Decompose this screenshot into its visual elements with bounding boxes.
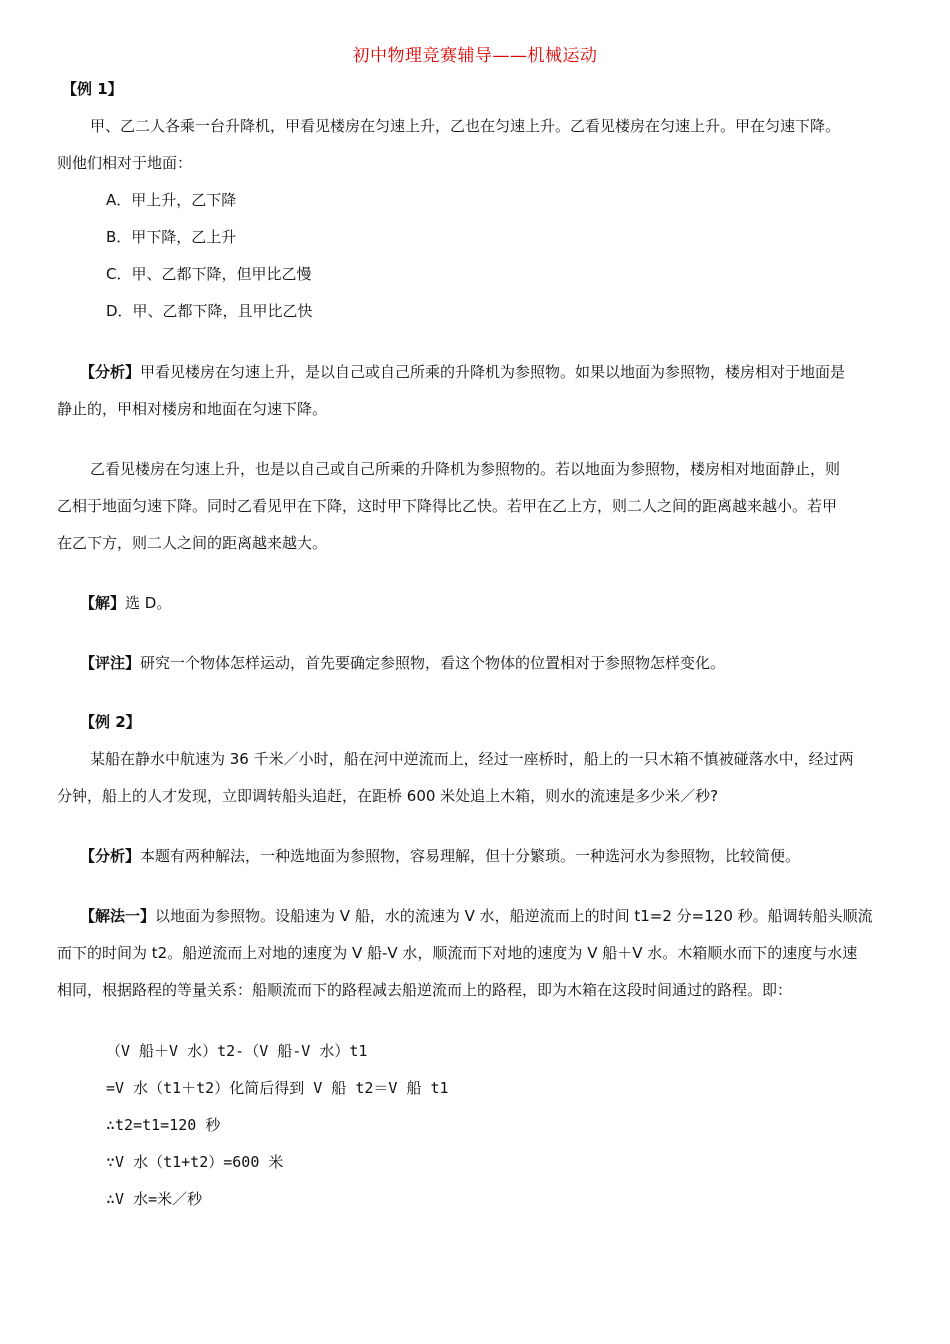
method1-text: 以地面为参照物。设船速为 V 船，水的流速为 V 水，船逆流而上的时间 t1=2 分=120 秒。船调转船头顺流 bbox=[155, 907, 873, 925]
equation-line: （V 船＋V 水）t2-（V 船-V 水）t1 bbox=[106, 1042, 368, 1060]
method1-label: 【解法一】 bbox=[80, 907, 156, 925]
example1-solution bbox=[80, 593, 171, 613]
example2-method1-line3: 相同，根据路程的等量关系：船顺流而下的路程减去船逆流而上的路程，即为木箱在这段时间通过的路程。即： bbox=[57, 981, 793, 999]
example1-option-d: D．甲、乙都下降，且甲比乙快 bbox=[106, 302, 313, 320]
analysis-text: 甲看见楼房在匀速上升，是以自己或自己所乘的升降机为参照物。如果以地面为参照物，楼房相对于地面是 bbox=[140, 363, 846, 381]
example1-analysis-line2: 静止的，甲相对楼房和地面在匀速下降。 bbox=[57, 400, 328, 418]
comment-label: 【评注】 bbox=[80, 654, 141, 672]
example1-analysis bbox=[80, 362, 845, 382]
solution-text: 选 D。 bbox=[125, 594, 172, 612]
example1-analysis2-line2: 乙相于地面匀速下降。同时乙看见甲在下降，这时甲下降得比乙快。若甲在乙上方，则二人之间的距离越来越小。若甲 bbox=[57, 497, 838, 515]
document-title: 初中物理竞赛辅导——机械运动 bbox=[352, 46, 598, 66]
example1-analysis2-line1: 乙看见楼房在匀速上升，也是以自己或自己所乘的升降机为参照物的。若以地面为参照物，楼房相对地面静止，则 bbox=[90, 460, 841, 478]
example1-question-line2: 则他们相对于地面： bbox=[57, 154, 193, 172]
example2-question-line1: 某船在静水中航速为 36 千米／小时，船在河中逆流而上，经过一座桥时，船上的一只木箱不慎被碰落水中，经过两 bbox=[90, 750, 854, 768]
example1-question-line1: 甲、乙二人各乘一台升降机，甲看见楼房在匀速上升，乙也在匀速上升。乙看见楼房在匀速上升。甲在匀速下降。 bbox=[90, 117, 841, 135]
example2-method1 bbox=[80, 906, 873, 926]
analysis-text: 本题有两种解法，一种选地面为参照物，容易理解，但十分繁琐。一种选河水为参照物，比较简便。 bbox=[140, 847, 801, 865]
example1-heading: 【例 1】 bbox=[62, 80, 123, 98]
analysis-label: 【分析】 bbox=[80, 847, 141, 865]
equation-line: ∴V 水=米／秒 bbox=[106, 1190, 203, 1208]
example1-comment bbox=[80, 653, 725, 673]
example1-option-b: B．甲下降，乙上升 bbox=[106, 228, 237, 246]
analysis-label: 【分析】 bbox=[80, 363, 141, 381]
equation-line: ∴t2=t1=120 秒 bbox=[106, 1116, 221, 1134]
example2-heading: 【例 2】 bbox=[80, 713, 141, 731]
example2-analysis bbox=[80, 846, 800, 866]
equation-line: ∵V 水（t1+t2）=600 米 bbox=[106, 1153, 284, 1171]
example1-option-a: A．甲上升，乙下降 bbox=[106, 191, 237, 209]
equation-line: =V 水（t1＋t2）化简后得到 V 船 t2＝V 船 t1 bbox=[106, 1079, 449, 1097]
example2-method1-line2: 而下的时间为 t2。船逆流而上对地的速度为 V 船-V 水，顺流而下对地的速度为 V 船＋V 水。木箱顺水而下的速度与水速 bbox=[57, 944, 858, 962]
example1-option-c: C．甲、乙都下降，但甲比乙慢 bbox=[106, 265, 312, 283]
comment-text: 研究一个物体怎样运动，首先要确定参照物，看这个物体的位置相对于参照物怎样变化。 bbox=[140, 654, 726, 672]
example1-analysis2-line3: 在乙下方，则二人之间的距离越来越大。 bbox=[57, 534, 328, 552]
solution-label: 【解】 bbox=[80, 594, 126, 612]
example2-question-line2: 分钟，船上的人才发现，立即调转船头追赶，在距桥 600 米处追上木箱，则水的流速是多少米／秒? bbox=[57, 787, 719, 805]
